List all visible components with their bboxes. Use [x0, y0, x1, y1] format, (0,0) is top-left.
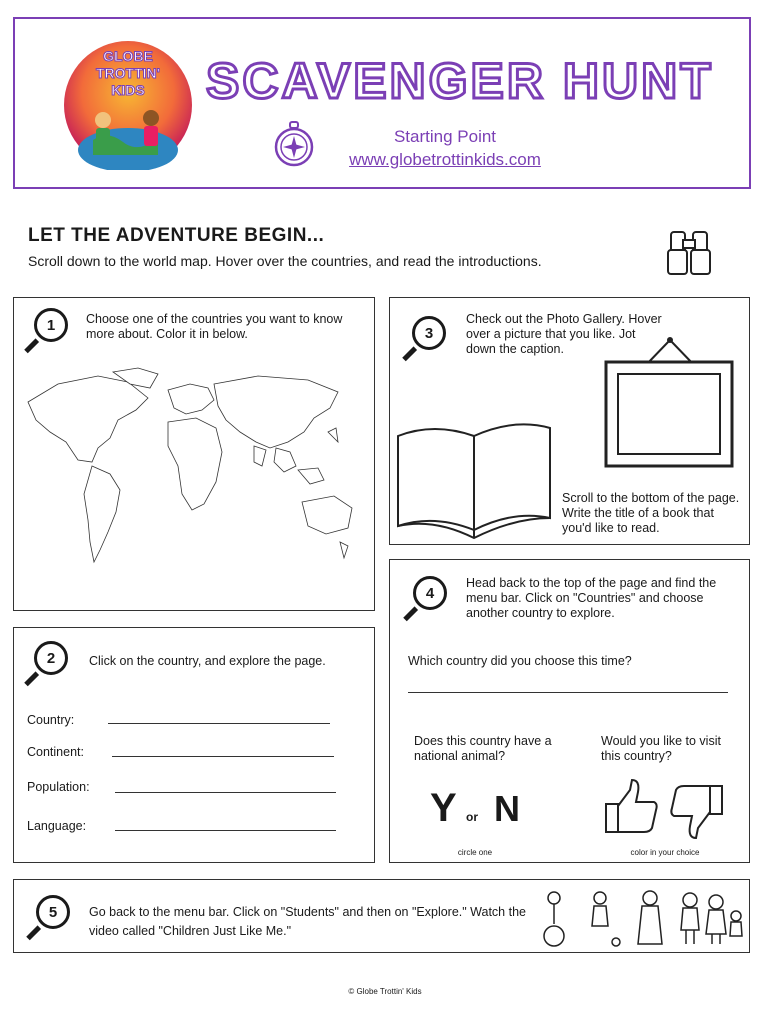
- magnifier-icon-3: [404, 316, 448, 366]
- magnifier-icon-5: [28, 895, 72, 945]
- yes-option[interactable]: Y: [430, 786, 457, 830]
- magnifier-icon-1: [26, 308, 70, 358]
- country-answer-line[interactable]: [108, 723, 330, 724]
- compass-icon: [272, 121, 316, 169]
- field-label-population: Population:: [27, 780, 90, 794]
- step4-number: 4: [413, 576, 447, 610]
- step2-text: Click on the country, and explore the page.: [89, 654, 326, 668]
- field-label-language: Language:: [27, 819, 87, 833]
- country-choice-line[interactable]: [408, 692, 728, 693]
- step5-number: 5: [36, 895, 70, 929]
- step3-number: 3: [412, 316, 446, 350]
- animal-question: Does this country have a national animal?: [414, 734, 552, 763]
- logo-text: GLOBE TROTTIN' KIDS: [96, 48, 160, 98]
- intro-text: Scroll down to the world map. Hover over the countries, and read the introductions.: [28, 253, 542, 269]
- visit-question: Would you like to visit this country?: [601, 734, 721, 763]
- starting-point-label: Starting Point: [393, 127, 497, 146]
- website-link[interactable]: www.globetrottinkids.com: [349, 150, 541, 169]
- picture-frame-icon: [600, 336, 740, 470]
- step2-number: 2: [34, 641, 68, 675]
- or-label: or: [466, 810, 478, 824]
- step5-text: Go back to the menu bar. Click on "Students" and then on "Explore." Watch the video called "Children Just Like Me.": [89, 905, 526, 938]
- circle-one-caption: circle one: [457, 848, 493, 857]
- no-option[interactable]: N: [494, 788, 520, 829]
- step3-text-2: Scroll to the bottom of the page. Write the title of a book that you'd like to read.: [562, 491, 740, 535]
- magnifier-icon-2: [26, 641, 70, 691]
- continent-answer-line[interactable]: [112, 756, 334, 757]
- binoculars-icon: [665, 226, 715, 278]
- copyright-footer: © Globe Trottin' Kids: [348, 987, 422, 996]
- step1-number: 1: [34, 308, 68, 342]
- color-choice-caption: color in your choice: [630, 848, 700, 857]
- field-label-country: Country:: [27, 713, 75, 727]
- world-map[interactable]: [18, 362, 370, 580]
- open-book-icon: [394, 414, 556, 540]
- logo: [63, 40, 193, 170]
- thumbs-up-icon[interactable]: [604, 778, 660, 834]
- language-answer-line[interactable]: [115, 830, 336, 831]
- step4-question: Which country did you choose this time?: [408, 654, 632, 668]
- step1-text: Choose one of the countries you want to know more about. Color it in below.: [86, 312, 343, 341]
- step3-text: Check out the Photo Gallery. Hover over a picture that you like. Jot down the caption.: [466, 312, 662, 356]
- page-title: SCAVENGER HUNT: [206, 53, 714, 109]
- magnifier-icon-4: [405, 576, 449, 626]
- population-answer-line[interactable]: [115, 792, 336, 793]
- thumbs-down-icon[interactable]: [668, 784, 724, 840]
- step4-text: Head back to the top of the page and find the menu bar. Click on "Countries" and choose another country to explore.: [466, 576, 717, 620]
- intro-heading: LET THE ADVENTURE BEGIN...: [28, 225, 325, 246]
- children-illustration: [538, 886, 746, 948]
- field-label-continent: Continent:: [27, 745, 84, 759]
